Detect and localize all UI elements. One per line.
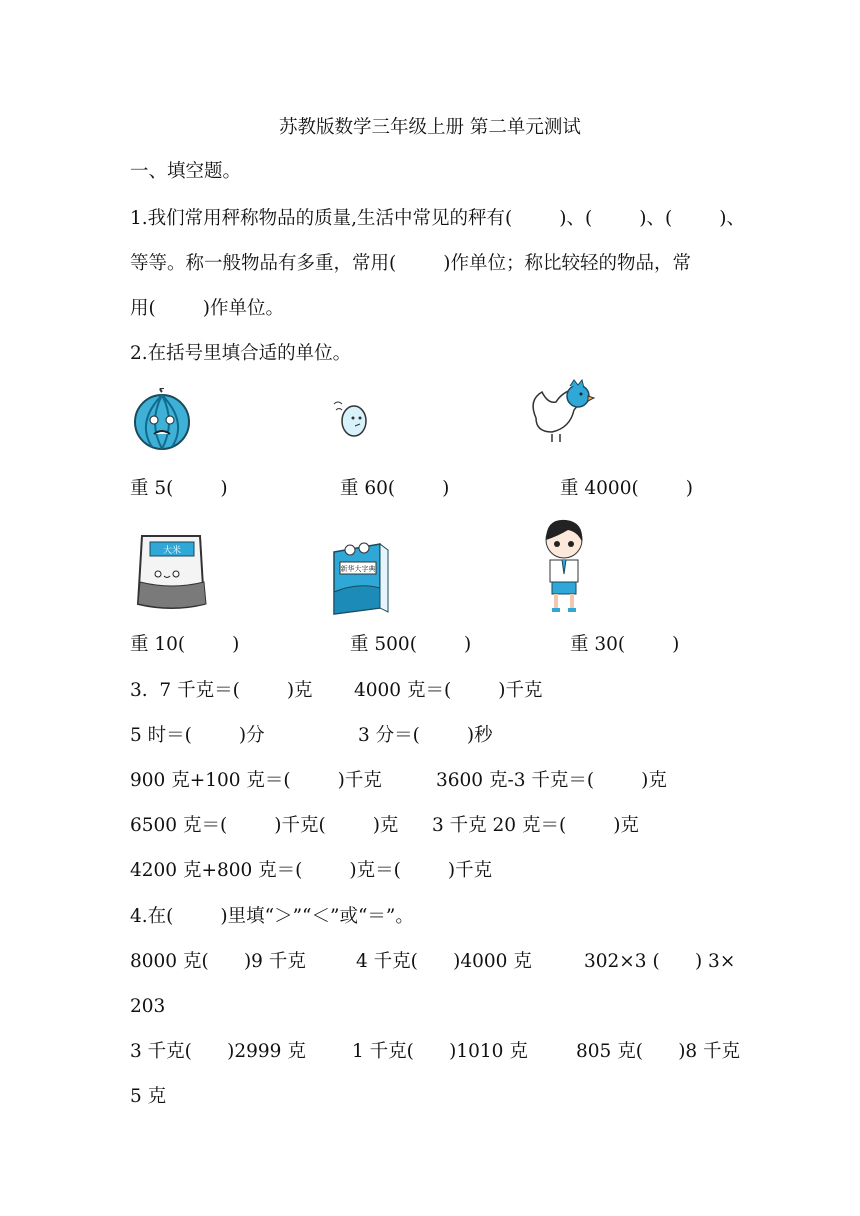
q2-item-dictionary: 重 500( ) — [350, 634, 472, 655]
q3-r4-a: 6500 克＝( )千克( )克 — [130, 815, 399, 836]
page-title: 苏教版数学三年级上册 第二单元测试 — [279, 117, 581, 138]
boy-icon — [536, 516, 596, 616]
svg-text:大米: 大米 — [162, 546, 182, 556]
q1-line1: 1.我们常用秤称物品的质量,生活中常见的秤有( )、( )、( )、 — [130, 208, 745, 229]
q3-r2-b: 3 分＝( )秒 — [358, 725, 493, 746]
section-heading: 一、填空题。 — [130, 161, 242, 182]
watermelon-icon — [132, 388, 192, 452]
q3-r3-b: 3600 克-3 千克＝( )克 — [436, 770, 667, 791]
q3-r1-b: 4000 克＝( )千克 — [354, 680, 543, 701]
q3-r3-a: 900 克+100 克＝( )千克 — [130, 770, 382, 791]
q4-r2-a: 3 千克( )2999 克 — [130, 1041, 306, 1062]
q3-r5: 4200 克+800 克＝( )克＝( )千克 — [130, 860, 493, 881]
q2-item-chicken: 重 4000( ) — [560, 478, 693, 499]
dictionary-icon — [330, 540, 392, 616]
q3-r2-a: 5 时＝( )分 — [130, 725, 265, 746]
q3-r4-b: 3 千克 20 克＝( )克 — [432, 815, 639, 836]
chicken-icon — [526, 378, 596, 446]
q1-line3: 用( )作单位。 — [130, 298, 284, 319]
q2-item-rice: 重 10( ) — [130, 634, 240, 655]
q4-prompt: 4.在( )里填“＞”“＜”或“＝”。 — [130, 906, 414, 927]
q2-item-boy: 重 30( ) — [570, 634, 680, 655]
rice-bag-icon — [136, 532, 208, 612]
q2-prompt: 2.在括号里填合适的单位。 — [130, 343, 352, 364]
q4-r1-a: 8000 克( )9 千克 — [130, 951, 306, 972]
q2-item-watermelon: 重 5( ) — [130, 478, 228, 499]
q4-r2-c: 805 克( )8 千克 — [576, 1041, 741, 1062]
q4-r1-b: 4 千克( )4000 克 — [356, 951, 532, 972]
q4-r2-b: 1 千克( )1010 克 — [352, 1041, 528, 1062]
q1-line2: 等等。称一般物品有多重，常用( )作单位；称比较轻的物品，常 — [130, 253, 691, 274]
q4-r2-wrap: 5 克 — [130, 1086, 167, 1107]
q4-r1-wrap: 203 — [130, 996, 166, 1017]
egg-icon — [330, 396, 374, 440]
q3-r1-a: 3. 7 千克＝( )克 — [130, 680, 313, 701]
q2-item-egg: 重 60( ) — [340, 478, 450, 499]
svg-text:新华大字典: 新华大字典 — [340, 565, 376, 573]
q4-r1-c: 302×3 ( ) 3× — [584, 951, 736, 972]
